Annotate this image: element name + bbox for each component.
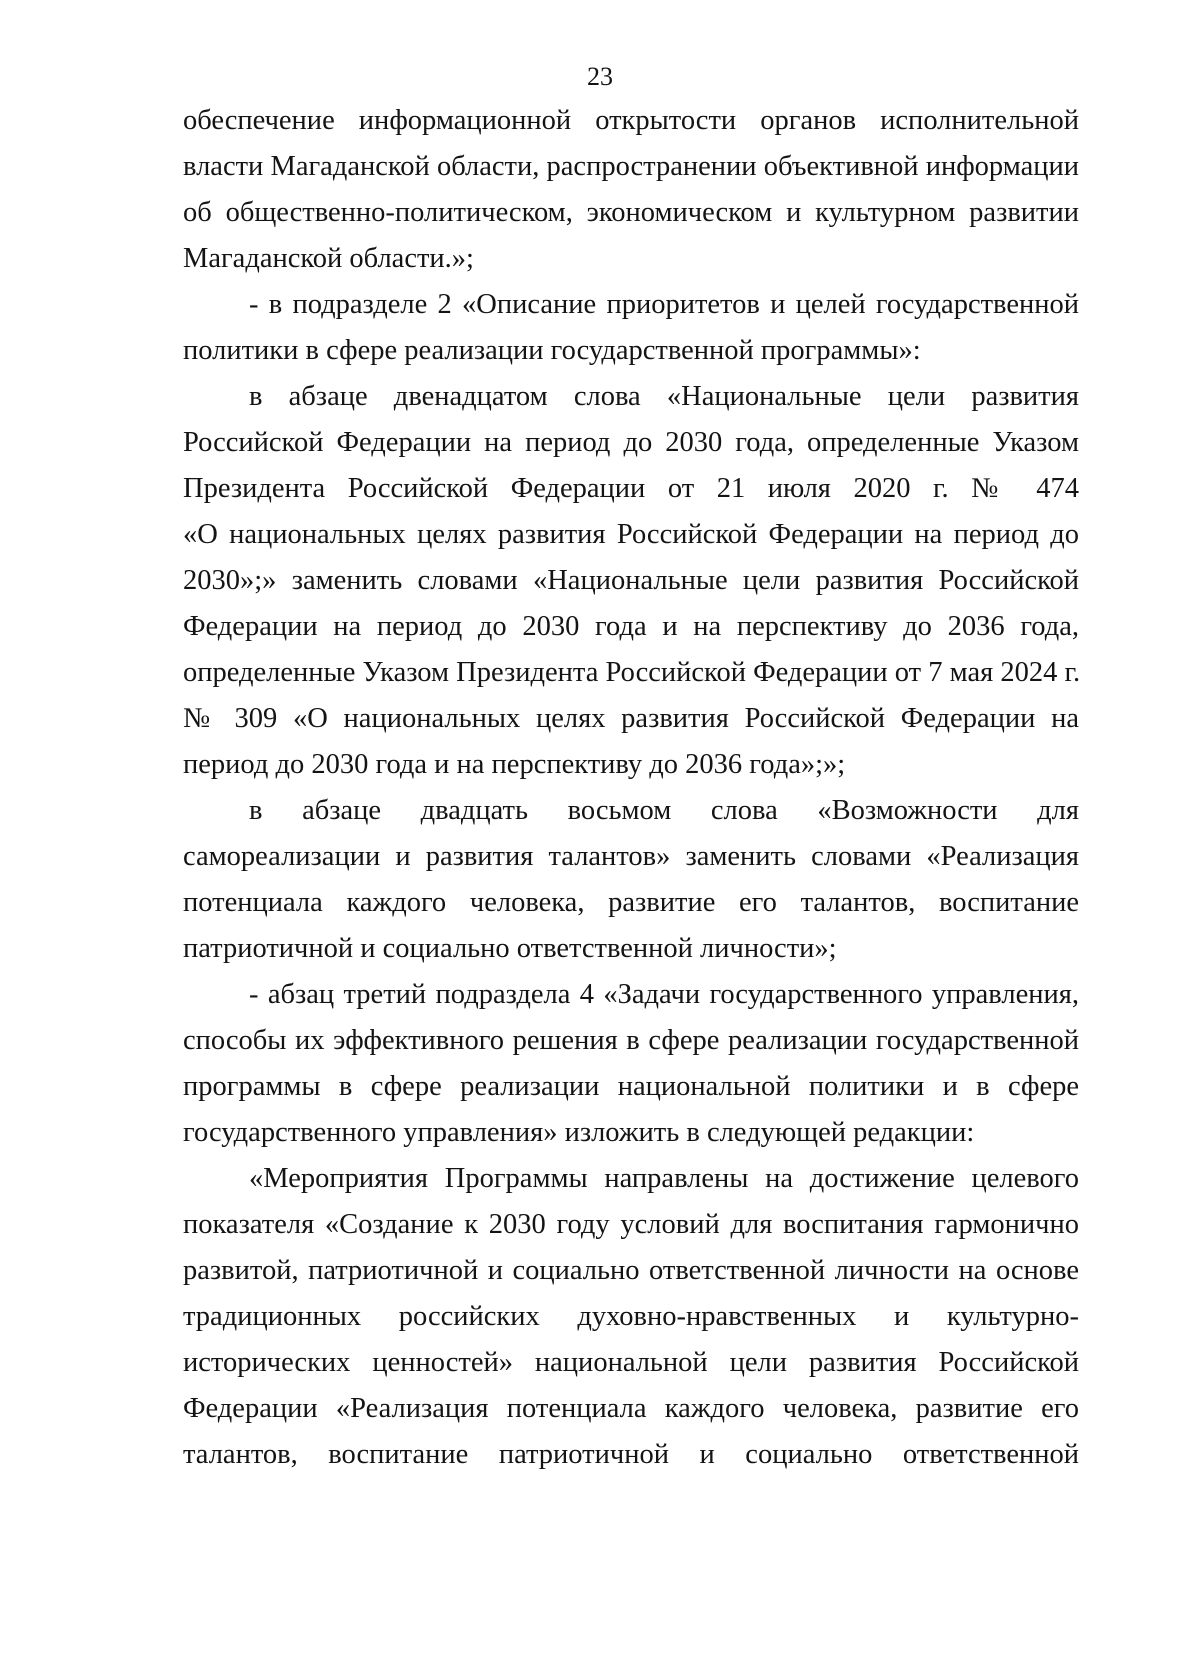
text-line: традиционных российских духовно-нравственных и культурно-	[183, 1301, 1079, 1332]
text-line: «Мероприятия Программы направлены на достижение целевого	[249, 1163, 1079, 1194]
text-line: власти Магаданской области, распространении объективной информации	[183, 151, 1079, 182]
text-line: Президента Российской Федерации от 21 июля 2020 г. № 474	[183, 473, 1079, 504]
page-number: 23	[587, 62, 613, 91]
text-line: развитой, патриотичной и социально ответственной личности на основе	[183, 1255, 1079, 1286]
text-line: политики в сфере реализации государственной программы»:	[183, 335, 921, 366]
text-line: Федерации «Реализация потенциала каждого человека, развитие его	[183, 1393, 1079, 1424]
text-line: в абзаце двадцать восьмом слова «Возможности для	[249, 795, 1079, 826]
text-line: в абзаце двенадцатом слова «Национальные цели развития	[249, 381, 1079, 412]
text-line: исторических ценностей» национальной цели развития Российской	[183, 1347, 1079, 1378]
text-line: Магаданской области.»;	[183, 243, 474, 274]
text-line: талантов, воспитание патриотичной и социально ответственной	[183, 1439, 1079, 1470]
text-line: Российской Федерации на период до 2030 года, определенные Указом	[183, 427, 1079, 458]
text-line: «О национальных целях развития Российской Федерации на период до	[183, 519, 1079, 550]
text-line: показателя «Создание к 2030 году условий для воспитания гармонично	[183, 1209, 1079, 1240]
text-line: обеспечение информационной открытости органов исполнительной	[183, 105, 1079, 136]
text-line: № 309 «О национальных целях развития Российской Федерации на	[183, 703, 1079, 734]
text-line: 2030»;» заменить словами «Национальные цели развития Российской	[183, 565, 1079, 596]
text-line: самореализации и развития талантов» заменить словами «Реализация	[183, 841, 1079, 872]
text-line: определенные Указом Президента Российской Федерации от 7 мая 2024 г.	[183, 657, 1081, 688]
text-line: период до 2030 года и на перспективу до 2036 года»;»;	[183, 749, 846, 780]
text-line: об общественно-политическом, экономическом и культурном развитии	[183, 197, 1079, 228]
text-line: потенциала каждого человека, развитие его талантов, воспитание	[183, 887, 1079, 918]
text-line: - абзац третий подраздела 4 «Задачи государственного управления,	[249, 979, 1079, 1010]
text-line: Федерации на период до 2030 года и на перспективу до 2036 года,	[183, 611, 1079, 642]
text-line: программы в сфере реализации национальной политики и в сфере	[183, 1071, 1079, 1102]
text-line: государственного управления» изложить в следующей редакции:	[183, 1117, 975, 1148]
text-line: патриотичной и социально ответственной личности»;	[183, 933, 837, 964]
text-line: - в подразделе 2 «Описание приоритетов и целей государственной	[249, 289, 1079, 320]
text-line: способы их эффективного решения в сфере реализации государственной	[183, 1025, 1079, 1056]
